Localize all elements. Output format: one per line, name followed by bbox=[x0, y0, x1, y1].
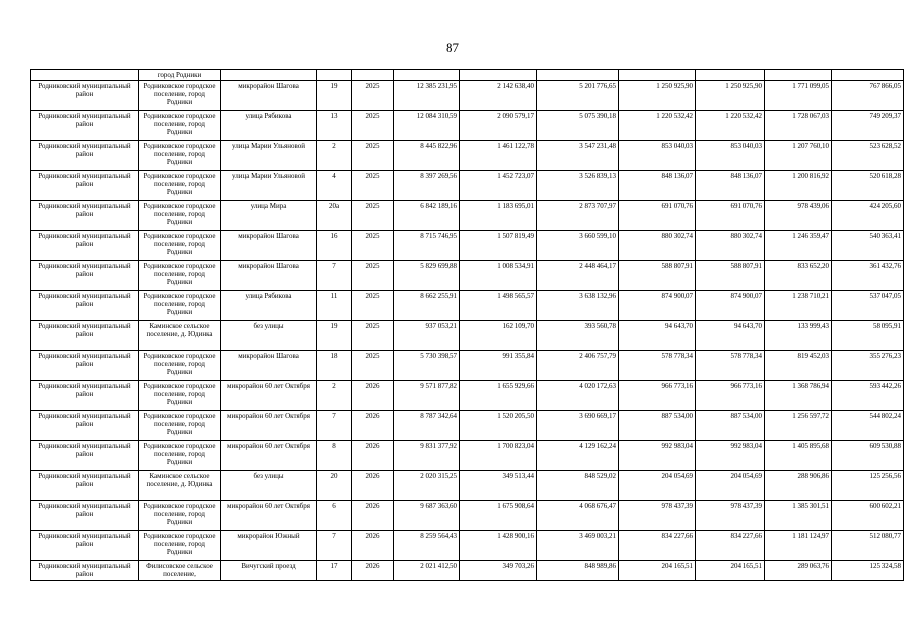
street-cell: без улицы bbox=[221, 471, 317, 501]
house-cell: 6 bbox=[317, 501, 352, 531]
value-col-7-cell: 361 432,76 bbox=[832, 261, 904, 291]
settlement-cell: Родниковское городское поселение, город Родники bbox=[139, 441, 221, 471]
total-cost-cell: 8 662 255,91 bbox=[394, 291, 460, 321]
value-col-6-cell: 1 728 067,03 bbox=[765, 111, 832, 141]
total-cost-cell: 8 445 822,96 bbox=[394, 141, 460, 171]
area-cell: Родниковский муниципальный район bbox=[31, 471, 139, 501]
value-col-7-cell: 523 628,52 bbox=[832, 141, 904, 171]
value-col-5-cell: 204 165,51 bbox=[696, 561, 765, 581]
table-row bbox=[31, 501, 904, 531]
total-cost-cell: 8 715 746,95 bbox=[394, 231, 460, 261]
value-col-4-cell: 966 773,16 bbox=[619, 381, 696, 411]
area-cell: Родниковский муниципальный район bbox=[31, 291, 139, 321]
value-col-2-cell: 1 700 823,04 bbox=[460, 441, 537, 471]
value-col-5-cell: 966 773,16 bbox=[696, 381, 765, 411]
value-col-6-cell: 833 652,20 bbox=[765, 261, 832, 291]
street-cell: без улицы bbox=[221, 321, 317, 351]
value-col-4-cell: 887 534,00 bbox=[619, 411, 696, 441]
total-cost-cell: 12 084 310,59 bbox=[394, 111, 460, 141]
settlement-cell: город Родники bbox=[139, 70, 221, 81]
year-cell: 2025 bbox=[352, 81, 394, 111]
value-col-7-cell: 593 442,26 bbox=[832, 381, 904, 411]
area-cell: Родниковский муниципальный район bbox=[31, 171, 139, 201]
value-col-4-cell: 94 643,70 bbox=[619, 321, 696, 351]
year-cell: 2025 bbox=[352, 141, 394, 171]
year-cell: 2025 bbox=[352, 111, 394, 141]
table-row bbox=[31, 141, 904, 171]
street-cell: микрорайон Шагова bbox=[221, 81, 317, 111]
house-cell: 20 bbox=[317, 471, 352, 501]
value-col-5-cell: 588 807,91 bbox=[696, 261, 765, 291]
value-col-3-cell: 5 075 390,18 bbox=[537, 111, 619, 141]
value-col-2-cell: 1 428 900,16 bbox=[460, 531, 537, 561]
value-col-4-cell: 1 220 532,42 bbox=[619, 111, 696, 141]
value-col-2-cell: 2 090 579,17 bbox=[460, 111, 537, 141]
value-col-2-cell: 1 008 534,91 bbox=[460, 261, 537, 291]
value-col-6-cell: 819 452,03 bbox=[765, 351, 832, 381]
value-col-3-cell: 2 406 757,79 bbox=[537, 351, 619, 381]
total-cost-cell: 2 020 315,25 bbox=[394, 471, 460, 501]
house-cell: 11 bbox=[317, 291, 352, 321]
value-col-3-cell: 4 068 676,47 bbox=[537, 501, 619, 531]
settlement-cell: Родниковское городское поселение, город Родники bbox=[139, 111, 221, 141]
area-cell: Родниковский муниципальный район bbox=[31, 441, 139, 471]
value-col-2-cell: 1 461 122,78 bbox=[460, 141, 537, 171]
value-col-3-cell: 3 526 839,13 bbox=[537, 171, 619, 201]
total-cost-cell: 5 730 398,57 bbox=[394, 351, 460, 381]
value-col-6-cell: 1 256 597,72 bbox=[765, 411, 832, 441]
table-row bbox=[31, 111, 904, 141]
value-col-4-cell: 834 227,66 bbox=[619, 531, 696, 561]
settlement-cell: Родниковское городское поселение, город Родники bbox=[139, 81, 221, 111]
year-cell: 2025 bbox=[352, 231, 394, 261]
house-cell: 8 bbox=[317, 441, 352, 471]
value-col-7-cell: 58 095,91 bbox=[832, 321, 904, 351]
year-cell: 2026 bbox=[352, 561, 394, 581]
value-col-6-cell: 133 999,43 bbox=[765, 321, 832, 351]
value-col-6-cell: 1 405 895,68 bbox=[765, 441, 832, 471]
value-col-3-cell: 3 638 132,96 bbox=[537, 291, 619, 321]
value-col-3-cell: 2 873 707,97 bbox=[537, 201, 619, 231]
table-row bbox=[31, 381, 904, 411]
value-col-4-cell: 204 165,51 bbox=[619, 561, 696, 581]
value-col-4-cell: 848 136,07 bbox=[619, 171, 696, 201]
street-cell: микрорайон 60 лет Октября bbox=[221, 381, 317, 411]
street-cell: микрорайон Шагова bbox=[221, 351, 317, 381]
table-row bbox=[31, 231, 904, 261]
value-col-6-cell: 1 207 760,10 bbox=[765, 141, 832, 171]
settlement-cell: Родниковское городское поселение, город Родники bbox=[139, 501, 221, 531]
value-col-5-cell: 874 900,07 bbox=[696, 291, 765, 321]
year-cell: 2025 bbox=[352, 291, 394, 321]
value-col-3-cell bbox=[537, 70, 619, 81]
year-cell bbox=[352, 70, 394, 81]
value-col-2-cell: 1 183 695,01 bbox=[460, 201, 537, 231]
house-cell bbox=[317, 70, 352, 81]
value-col-5-cell: 848 136,07 bbox=[696, 171, 765, 201]
value-col-6-cell: 1 238 710,21 bbox=[765, 291, 832, 321]
total-cost-cell bbox=[394, 70, 460, 81]
year-cell: 2026 bbox=[352, 381, 394, 411]
year-cell: 2026 bbox=[352, 501, 394, 531]
year-cell: 2026 bbox=[352, 411, 394, 441]
value-col-7-cell: 540 363,41 bbox=[832, 231, 904, 261]
value-col-5-cell: 691 070,76 bbox=[696, 201, 765, 231]
value-col-7-cell: 520 618,28 bbox=[832, 171, 904, 201]
value-col-5-cell: 204 054,69 bbox=[696, 471, 765, 501]
value-col-2-cell: 2 142 638,40 bbox=[460, 81, 537, 111]
value-col-7-cell: 512 080,77 bbox=[832, 531, 904, 561]
value-col-4-cell: 880 302,74 bbox=[619, 231, 696, 261]
value-col-5-cell: 992 983,04 bbox=[696, 441, 765, 471]
settlement-cell: Родниковское городское поселение, город Родники bbox=[139, 381, 221, 411]
year-cell: 2026 bbox=[352, 441, 394, 471]
value-col-7-cell: 749 209,37 bbox=[832, 111, 904, 141]
area-cell: Родниковский муниципальный район bbox=[31, 561, 139, 581]
total-cost-cell: 12 385 231,95 bbox=[394, 81, 460, 111]
area-cell: Родниковский муниципальный район bbox=[31, 231, 139, 261]
value-col-5-cell: 853 040,03 bbox=[696, 141, 765, 171]
value-col-2-cell: 991 355,84 bbox=[460, 351, 537, 381]
area-cell: Родниковский муниципальный район bbox=[31, 351, 139, 381]
table-row bbox=[31, 531, 904, 561]
house-cell: 19 bbox=[317, 81, 352, 111]
street-cell: Вичугский проезд bbox=[221, 561, 317, 581]
house-cell: 2 bbox=[317, 381, 352, 411]
value-col-3-cell: 3 469 003,21 bbox=[537, 531, 619, 561]
house-cell: 2 bbox=[317, 141, 352, 171]
settlement-cell: Родниковское городское поселение, город Родники bbox=[139, 171, 221, 201]
value-col-4-cell: 578 778,34 bbox=[619, 351, 696, 381]
value-col-4-cell: 992 983,04 bbox=[619, 441, 696, 471]
value-col-3-cell: 393 560,78 bbox=[537, 321, 619, 351]
settlement-cell: Родниковское городское поселение, город Родники bbox=[139, 261, 221, 291]
value-col-5-cell: 94 643,70 bbox=[696, 321, 765, 351]
value-col-6-cell: 1 246 359,47 bbox=[765, 231, 832, 261]
street-cell: улица Марии Ульяновой bbox=[221, 171, 317, 201]
total-cost-cell: 937 053,21 bbox=[394, 321, 460, 351]
value-col-6-cell: 288 906,86 bbox=[765, 471, 832, 501]
value-col-7-cell: 600 602,21 bbox=[832, 501, 904, 531]
value-col-7-cell: 424 205,60 bbox=[832, 201, 904, 231]
house-cell: 7 bbox=[317, 261, 352, 291]
value-col-2-cell: 1 520 205,50 bbox=[460, 411, 537, 441]
settlement-cell: Филисовское сельское поселение, bbox=[139, 561, 221, 581]
total-cost-cell: 5 829 699,88 bbox=[394, 261, 460, 291]
year-cell: 2025 bbox=[352, 321, 394, 351]
table-row bbox=[31, 171, 904, 201]
house-cell: 20а bbox=[317, 201, 352, 231]
value-col-4-cell: 691 070,76 bbox=[619, 201, 696, 231]
value-col-3-cell: 2 448 464,17 bbox=[537, 261, 619, 291]
value-col-2-cell: 1 507 819,49 bbox=[460, 231, 537, 261]
value-col-3-cell: 4 020 172,63 bbox=[537, 381, 619, 411]
value-col-3-cell: 3 660 599,10 bbox=[537, 231, 619, 261]
value-col-5-cell: 578 778,34 bbox=[696, 351, 765, 381]
table-row bbox=[31, 561, 904, 581]
area-cell: Родниковский муниципальный район bbox=[31, 81, 139, 111]
street-cell bbox=[221, 70, 317, 81]
house-cell: 18 bbox=[317, 351, 352, 381]
value-col-3-cell: 5 201 776,65 bbox=[537, 81, 619, 111]
house-cell: 17 bbox=[317, 561, 352, 581]
table-row bbox=[31, 321, 904, 351]
value-col-6-cell bbox=[765, 70, 832, 81]
table-row bbox=[31, 261, 904, 291]
page-number: 87 bbox=[446, 40, 459, 55]
table-row bbox=[31, 471, 904, 501]
year-cell: 2025 bbox=[352, 171, 394, 201]
value-col-4-cell bbox=[619, 70, 696, 81]
value-col-4-cell: 874 900,07 bbox=[619, 291, 696, 321]
table-row bbox=[31, 81, 904, 111]
value-col-3-cell: 848 989,86 bbox=[537, 561, 619, 581]
house-cell: 16 bbox=[317, 231, 352, 261]
value-col-7-cell: 609 530,88 bbox=[832, 441, 904, 471]
year-cell: 2026 bbox=[352, 531, 394, 561]
value-col-4-cell: 204 054,69 bbox=[619, 471, 696, 501]
settlement-cell: Родниковское городское поселение, город Родники bbox=[139, 201, 221, 231]
value-col-2-cell: 1 655 929,66 bbox=[460, 381, 537, 411]
settlement-cell: Каминское сельское поселение, д. Юдинка bbox=[139, 471, 221, 501]
budget-table bbox=[30, 69, 904, 581]
house-cell: 13 bbox=[317, 111, 352, 141]
value-col-3-cell: 3 547 231,48 bbox=[537, 141, 619, 171]
total-cost-cell: 8 397 269,56 bbox=[394, 171, 460, 201]
total-cost-cell: 2 021 412,50 bbox=[394, 561, 460, 581]
total-cost-cell: 9 831 377,92 bbox=[394, 441, 460, 471]
area-cell: Родниковский муниципальный район bbox=[31, 201, 139, 231]
value-col-5-cell bbox=[696, 70, 765, 81]
table-row bbox=[31, 351, 904, 381]
value-col-6-cell: 1 181 124,97 bbox=[765, 531, 832, 561]
value-col-7-cell: 125 324,58 bbox=[832, 561, 904, 581]
value-col-3-cell: 4 129 162,24 bbox=[537, 441, 619, 471]
table-row bbox=[31, 291, 904, 321]
area-cell: Родниковский муниципальный район bbox=[31, 381, 139, 411]
value-col-2-cell: 349 703,26 bbox=[460, 561, 537, 581]
value-col-3-cell: 848 529,02 bbox=[537, 471, 619, 501]
value-col-2-cell: 162 109,70 bbox=[460, 321, 537, 351]
value-col-2-cell: 1 675 908,64 bbox=[460, 501, 537, 531]
settlement-cell: Родниковское городское поселение, город Родники bbox=[139, 291, 221, 321]
value-col-4-cell: 588 807,91 bbox=[619, 261, 696, 291]
year-cell: 2025 bbox=[352, 201, 394, 231]
value-col-2-cell: 1 498 565,57 bbox=[460, 291, 537, 321]
total-cost-cell: 9 571 877,82 bbox=[394, 381, 460, 411]
year-cell: 2026 bbox=[352, 471, 394, 501]
settlement-cell: Родниковское городское поселение, город Родники bbox=[139, 231, 221, 261]
value-col-6-cell: 1 368 786,94 bbox=[765, 381, 832, 411]
area-cell: Родниковский муниципальный район bbox=[31, 261, 139, 291]
area-cell bbox=[31, 70, 139, 81]
street-cell: микрорайон 60 лет Октября bbox=[221, 501, 317, 531]
value-col-6-cell: 1 771 099,05 bbox=[765, 81, 832, 111]
house-cell: 7 bbox=[317, 531, 352, 561]
total-cost-cell: 9 687 363,60 bbox=[394, 501, 460, 531]
value-col-6-cell: 1 200 816,92 bbox=[765, 171, 832, 201]
value-col-5-cell: 1 250 925,90 bbox=[696, 81, 765, 111]
value-col-6-cell: 289 063,76 bbox=[765, 561, 832, 581]
value-col-4-cell: 978 437,39 bbox=[619, 501, 696, 531]
table-row bbox=[31, 441, 904, 471]
value-col-2-cell bbox=[460, 70, 537, 81]
street-cell: улица Рябикова bbox=[221, 291, 317, 321]
street-cell: улица Рябикова bbox=[221, 111, 317, 141]
year-cell: 2025 bbox=[352, 351, 394, 381]
value-col-7-cell: 125 256,56 bbox=[832, 471, 904, 501]
table-row bbox=[31, 201, 904, 231]
house-cell: 4 bbox=[317, 171, 352, 201]
area-cell: Родниковский муниципальный район bbox=[31, 411, 139, 441]
value-col-4-cell: 1 250 925,90 bbox=[619, 81, 696, 111]
settlement-cell: Родниковское городское поселение, город Родники bbox=[139, 351, 221, 381]
street-cell: микрорайон Шагова bbox=[221, 231, 317, 261]
house-cell: 19 bbox=[317, 321, 352, 351]
house-cell: 7 bbox=[317, 411, 352, 441]
total-cost-cell: 8 787 342,64 bbox=[394, 411, 460, 441]
table-row bbox=[31, 411, 904, 441]
settlement-cell: Родниковское городское поселение, город Родники bbox=[139, 531, 221, 561]
value-col-6-cell: 1 385 301,51 bbox=[765, 501, 832, 531]
settlement-cell: Родниковское городское поселение, город Родники bbox=[139, 411, 221, 441]
street-cell: улица Мира bbox=[221, 201, 317, 231]
street-cell: микрорайон Шагова bbox=[221, 261, 317, 291]
area-cell: Родниковский муниципальный район bbox=[31, 531, 139, 561]
value-col-4-cell: 853 040,03 bbox=[619, 141, 696, 171]
value-col-5-cell: 1 220 532,42 bbox=[696, 111, 765, 141]
value-col-7-cell: 767 866,05 bbox=[832, 81, 904, 111]
area-cell: Родниковский муниципальный район bbox=[31, 501, 139, 531]
value-col-5-cell: 887 534,00 bbox=[696, 411, 765, 441]
area-cell: Родниковский муниципальный район bbox=[31, 321, 139, 351]
value-col-7-cell: 355 276,23 bbox=[832, 351, 904, 381]
value-col-7-cell: 544 802,24 bbox=[832, 411, 904, 441]
total-cost-cell: 6 842 189,16 bbox=[394, 201, 460, 231]
table-row-continuation bbox=[31, 70, 904, 81]
street-cell: улица Марии Ульяновой bbox=[221, 141, 317, 171]
value-col-5-cell: 880 302,74 bbox=[696, 231, 765, 261]
settlement-cell: Родниковское городское поселение, город Родники bbox=[139, 141, 221, 171]
area-cell: Родниковский муниципальный район bbox=[31, 111, 139, 141]
street-cell: микрорайон Южный bbox=[221, 531, 317, 561]
value-col-5-cell: 834 227,66 bbox=[696, 531, 765, 561]
value-col-7-cell: 537 047,05 bbox=[832, 291, 904, 321]
street-cell: микрорайон 60 лет Октября bbox=[221, 441, 317, 471]
value-col-2-cell: 1 452 723,07 bbox=[460, 171, 537, 201]
street-cell: микрорайон 60 лет Октября bbox=[221, 411, 317, 441]
value-col-7-cell bbox=[832, 70, 904, 81]
value-col-3-cell: 3 690 669,17 bbox=[537, 411, 619, 441]
total-cost-cell: 8 259 564,43 bbox=[394, 531, 460, 561]
year-cell: 2025 bbox=[352, 261, 394, 291]
settlement-cell: Каминское сельское поселение, д. Юдинка bbox=[139, 321, 221, 351]
value-col-6-cell: 978 439,06 bbox=[765, 201, 832, 231]
value-col-2-cell: 349 513,44 bbox=[460, 471, 537, 501]
value-col-5-cell: 978 437,39 bbox=[696, 501, 765, 531]
area-cell: Родниковский муниципальный район bbox=[31, 141, 139, 171]
table-body bbox=[31, 70, 904, 581]
